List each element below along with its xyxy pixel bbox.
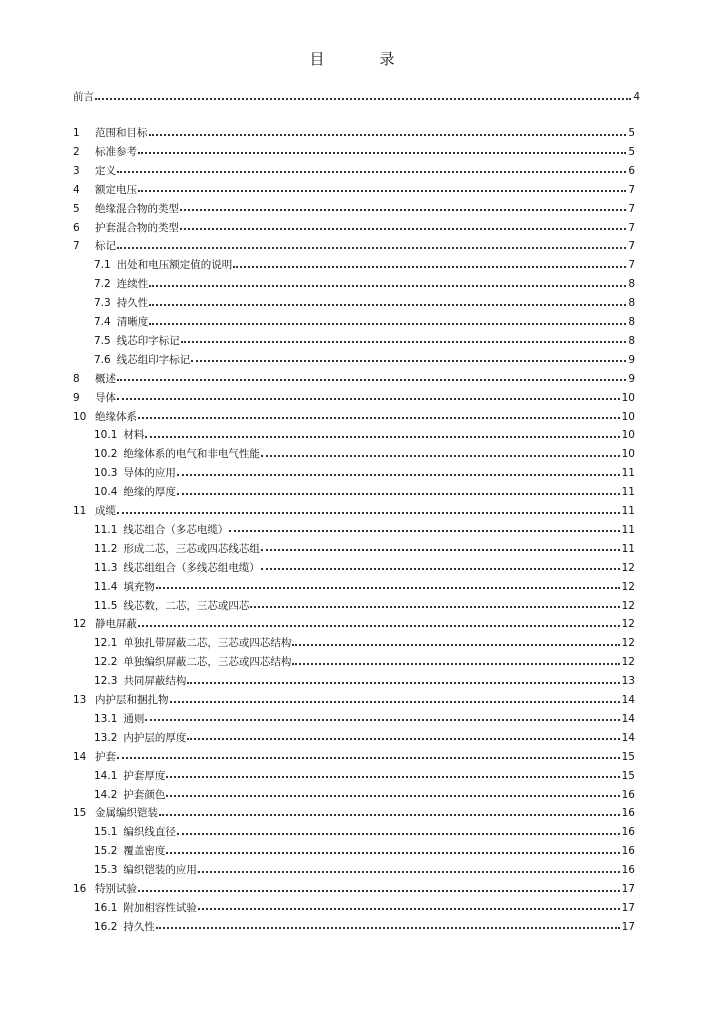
toc-entry-page: 12 — [621, 561, 635, 574]
toc-entry-page: 16 — [621, 826, 635, 839]
toc-entry-label: 内护层的厚度 — [123, 731, 187, 744]
toc-entry-page: 12 — [621, 637, 635, 650]
toc-entry-page: 9 — [628, 372, 635, 385]
toc-entry-label: 形成二芯，三芯或四芯线芯组 — [123, 542, 260, 555]
toc-entry[interactable] — [73, 389, 635, 407]
dot-leader — [181, 341, 627, 343]
toc-entry-page: 11 — [621, 467, 635, 480]
dot-leader — [138, 890, 620, 892]
toc-entry-number: 4 — [73, 183, 80, 196]
dot-leader — [170, 701, 620, 703]
toc-entry-label: 清晰度 — [116, 316, 149, 328]
page-title: 目 录 — [309, 50, 415, 68]
toc-entry-page: 16 — [621, 807, 635, 820]
toc-entry-page: 7 — [628, 183, 635, 196]
toc-entry-number: 6 — [73, 221, 80, 234]
toc-entry-number: 14 — [73, 750, 87, 763]
toc-entry-page: 11 — [621, 486, 635, 499]
toc-entry-page: 8 — [628, 334, 635, 347]
toc-entry-label: 绝缘的厚度 — [123, 486, 176, 499]
dot-leader — [250, 606, 619, 608]
toc-entry-number: 7 — [73, 240, 80, 253]
toc-entry-label: 材料 — [123, 429, 145, 442]
toc-entry-page: 8 — [628, 278, 635, 291]
toc-subentry[interactable] — [94, 861, 635, 879]
dot-leader — [198, 908, 620, 910]
toc-subentry[interactable] — [94, 842, 635, 860]
dot-leader — [180, 228, 626, 230]
toc-entry[interactable] — [73, 200, 635, 218]
dot-leader — [138, 190, 626, 192]
toc-entry-number: 7.4 — [94, 316, 111, 328]
dot-leader — [261, 455, 620, 457]
toc-entry-number: 12 — [73, 618, 87, 631]
dot-leader — [138, 417, 620, 419]
toc-entry[interactable] — [73, 237, 635, 255]
toc-entry-number: 11.2 — [94, 542, 118, 555]
toc-subentry[interactable] — [94, 786, 635, 804]
toc-subentry[interactable] — [94, 426, 635, 444]
toc-entry-label: 护套 — [95, 750, 116, 763]
toc-entry-number: 3 — [73, 164, 80, 177]
toc-entry-number: 11.3 — [94, 561, 118, 574]
toc-entry-page: 14 — [621, 731, 635, 744]
toc-entry-number: 15.2 — [94, 845, 118, 858]
toc-entry[interactable] — [73, 162, 635, 180]
toc-entry-label: 标准参考 — [95, 145, 137, 158]
toc-entry-label: 概述 — [95, 372, 116, 385]
toc-subentry[interactable] — [94, 294, 635, 312]
toc-entry-label: 线芯组组合（多线芯组电缆） — [123, 561, 260, 574]
toc-entry-page: 13 — [621, 675, 635, 688]
toc-entry-page: 15 — [621, 750, 635, 763]
toc-entry-number: 13.1 — [94, 712, 118, 725]
toc-entry-page: 12 — [621, 618, 635, 631]
toc-entry-number: 13.2 — [94, 731, 118, 744]
toc-entry-label: 附加相容性试验 — [123, 901, 197, 914]
toc-entry-page: 12 — [621, 656, 635, 669]
toc-entry-number: 2 — [73, 145, 80, 158]
dot-leader — [117, 379, 626, 381]
dot-leader — [117, 398, 620, 400]
toc-entry[interactable] — [73, 181, 635, 199]
toc-entry-page: 10 — [621, 391, 635, 404]
toc-entry-number: 7.2 — [94, 278, 111, 291]
dot-leader — [177, 474, 620, 476]
toc-entry-number: 7.1 — [94, 259, 111, 272]
toc-entry-label: 前言 — [73, 91, 94, 103]
toc-entry-page: 16 — [621, 788, 635, 801]
toc-entry-page: 7 — [628, 202, 635, 215]
toc-entry-number: 16.2 — [94, 920, 118, 933]
toc-entry-number: 10.1 — [94, 429, 118, 442]
toc-entry-label: 导体的应用 — [123, 467, 176, 480]
toc-subentry[interactable] — [94, 351, 635, 369]
dot-leader — [292, 663, 619, 665]
toc-entry-label: 护套颜色 — [123, 788, 166, 801]
toc-entry-label: 绝缘混合物的类型 — [95, 202, 179, 215]
toc-entry[interactable] — [73, 219, 635, 237]
toc-entry-label: 编织铠装的应用 — [123, 864, 197, 877]
toc-entry-label: 共同屏蔽结构 — [123, 675, 187, 688]
toc-subentry[interactable] — [94, 672, 635, 690]
toc-subentry[interactable] — [94, 899, 635, 917]
dot-leader — [261, 568, 620, 570]
dot-leader — [191, 360, 626, 362]
toc-entry-page: 8 — [628, 297, 635, 310]
toc-entry-number: 12.3 — [94, 675, 118, 688]
dot-leader — [138, 152, 626, 154]
toc-entry-label: 编织线直径 — [123, 826, 176, 839]
dot-leader — [117, 171, 626, 173]
toc-entry[interactable] — [73, 880, 635, 898]
dot-leader — [156, 587, 620, 589]
dot-leader — [117, 247, 626, 249]
toc-subentry[interactable] — [94, 634, 635, 652]
toc-subentry[interactable] — [94, 729, 635, 747]
toc-entry-number: 12.1 — [94, 637, 118, 650]
toc-entry-number: 11.4 — [94, 580, 118, 593]
toc-entry-number: 16.1 — [94, 901, 118, 914]
toc-entry-label: 持久性 — [123, 920, 155, 933]
toc-subentry[interactable] — [94, 332, 635, 350]
toc-entry[interactable] — [73, 804, 635, 822]
dot-leader — [117, 512, 620, 514]
toc-entry-number: 5 — [73, 202, 80, 215]
toc-entry-number: 7.6 — [94, 353, 111, 366]
toc-subentry[interactable] — [94, 313, 635, 331]
toc-entry-label: 定义 — [95, 164, 116, 177]
dot-leader — [156, 927, 620, 929]
toc-entry-page: 10 — [621, 429, 635, 442]
toc-entry-page: 5 — [628, 145, 635, 158]
dot-leader — [187, 738, 619, 740]
toc-entry-number: 8 — [73, 372, 80, 385]
toc-entry[interactable] — [73, 370, 635, 388]
toc-entry-number: 7.3 — [94, 297, 111, 310]
toc-entry-label: 填充物 — [123, 580, 155, 593]
dot-leader — [159, 814, 620, 816]
toc-entry-number: 10 — [73, 410, 87, 423]
toc-entry-label: 持久性 — [116, 297, 149, 310]
toc-entry-number: 10.3 — [94, 467, 118, 480]
dot-leader — [177, 833, 620, 835]
toc-entry-number: 14.2 — [94, 788, 118, 801]
toc-subentry[interactable] — [94, 275, 635, 293]
toc-entry-page: 7 — [628, 259, 635, 272]
toc-entry[interactable] — [73, 143, 635, 161]
dot-leader — [187, 682, 619, 684]
toc-entry[interactable] — [73, 615, 635, 633]
toc-entry-label: 静电屏蔽 — [95, 618, 137, 631]
toc-subentry[interactable] — [94, 918, 635, 936]
toc-entry-label: 范围和目标 — [95, 127, 148, 139]
toc-subentry[interactable] — [94, 823, 635, 841]
toc-subentry[interactable] — [94, 521, 635, 539]
toc-entry-label: 护套厚度 — [123, 769, 166, 782]
toc-entry-number: 16 — [73, 883, 87, 895]
dot-leader — [229, 530, 619, 532]
dot-leader — [166, 852, 619, 854]
toc-entry-number: 11.5 — [94, 599, 118, 612]
dot-leader — [149, 134, 627, 136]
toc-entry[interactable] — [73, 502, 635, 520]
dot-leader — [261, 549, 620, 551]
toc-entry-number: 15 — [73, 807, 87, 820]
toc-entry-page: 12 — [621, 580, 635, 593]
dot-leader — [138, 625, 620, 627]
toc-entry-label: 单独编织屏蔽二芯，三芯或四芯结构 — [123, 656, 292, 669]
toc-entry-page: 10 — [621, 410, 635, 423]
toc-entry[interactable] — [73, 748, 635, 766]
toc-entry-page: 8 — [628, 316, 635, 328]
toc-subentry[interactable] — [94, 483, 635, 501]
toc-entry-page: 11 — [621, 523, 635, 536]
dot-leader — [145, 436, 619, 438]
toc-entry-page: 9 — [628, 353, 635, 366]
toc-entry-label: 绝缘体系 — [95, 410, 137, 423]
toc-entry-number: 11.1 — [94, 523, 118, 536]
toc-entry-number: 14.1 — [94, 769, 118, 782]
toc-entry-page: 15 — [621, 769, 635, 782]
toc-entry[interactable] — [73, 408, 635, 426]
toc-entry-label: 线芯印字标记 — [116, 334, 180, 347]
toc-subentry[interactable] — [94, 540, 635, 558]
dot-leader — [95, 98, 631, 100]
toc-entry-page: 17 — [621, 901, 635, 914]
dot-leader — [198, 871, 620, 873]
toc-entry-page: 6 — [628, 164, 635, 177]
toc-entry-label: 覆盖密度 — [123, 845, 166, 858]
toc-entry-number: 15.1 — [94, 826, 118, 839]
toc-entry-label: 额定电压 — [95, 183, 137, 196]
toc-entry-number: 15.3 — [94, 864, 118, 877]
toc-entry-number: 9 — [73, 391, 80, 404]
dot-leader — [166, 795, 619, 797]
toc-subentry[interactable] — [94, 464, 635, 482]
toc-entry-page: 5 — [628, 127, 635, 139]
toc-entry-page: 7 — [628, 240, 635, 253]
dot-leader — [149, 285, 626, 287]
toc-entry-page: 14 — [621, 712, 635, 725]
toc-entry-label: 出处和电压额定值的说明 — [116, 259, 233, 272]
toc-entry-page: 17 — [621, 920, 635, 933]
toc-entry[interactable] — [73, 124, 635, 142]
toc-subentry[interactable] — [94, 578, 635, 596]
toc-entry-label: 线芯数，二芯，三芯或四芯 — [123, 599, 250, 612]
toc-entry-page: 12 — [621, 599, 635, 612]
toc-entry-number: 7.5 — [94, 334, 111, 347]
toc-entry-label: 金属编织铠装 — [95, 807, 158, 820]
dot-leader — [117, 757, 620, 759]
toc-entry-page: 4 — [633, 91, 640, 103]
toc-subentry[interactable] — [94, 256, 635, 274]
toc-entry-page: 14 — [621, 694, 635, 706]
toc-subentry[interactable] — [94, 653, 635, 671]
dot-leader — [180, 209, 626, 211]
toc-entry-label: 导体 — [95, 391, 116, 404]
toc-entry-page: 7 — [628, 221, 635, 234]
toc-entry-label: 内护层和捆扎物 — [95, 694, 169, 706]
dot-leader — [149, 323, 626, 325]
dot-leader — [233, 266, 626, 268]
toc-entry-label: 特别试验 — [95, 883, 137, 895]
toc-entry-number: 10.4 — [94, 486, 118, 499]
toc-entry-label: 单独扎带屏蔽二芯，三芯或四芯结构 — [123, 637, 292, 650]
toc-entry-label: 线芯组合（多芯电缆） — [123, 523, 229, 536]
toc-entry-label: 连续性 — [116, 278, 149, 291]
toc-entry-number: 11 — [73, 505, 87, 517]
toc-subentry[interactable] — [94, 767, 635, 785]
toc-entry-number: 13 — [73, 694, 87, 706]
toc-entry-page: 10 — [621, 448, 635, 461]
toc-entry-label: 护套混合物的类型 — [95, 221, 179, 234]
toc-subentry[interactable] — [94, 559, 635, 577]
toc-entry-page: 17 — [621, 883, 635, 895]
toc-entry-page: 16 — [621, 845, 635, 858]
dot-leader — [145, 719, 619, 721]
toc-entry-number: 10.2 — [94, 448, 118, 461]
dot-leader — [149, 304, 626, 306]
dot-leader — [177, 493, 620, 495]
dot-leader — [292, 644, 619, 646]
toc-entry[interactable] — [73, 691, 635, 709]
toc-entry-page: 11 — [621, 505, 635, 517]
toc-subentry[interactable] — [94, 445, 635, 463]
toc-entry-page: 11 — [621, 542, 635, 555]
toc-subentry[interactable] — [94, 710, 635, 728]
toc-entry-page: 16 — [621, 864, 635, 877]
toc-entry-label: 通则 — [123, 712, 145, 725]
toc-entry-label: 标记 — [95, 240, 116, 253]
dot-leader — [166, 776, 619, 778]
toc-entry-label: 绝缘体系的电气和非电气性能 — [123, 448, 260, 461]
toc-entry-number: 1 — [73, 127, 80, 139]
toc-entry-label: 成缆 — [95, 505, 116, 517]
toc-entry-preface[interactable] — [73, 88, 640, 106]
toc-subentry[interactable] — [94, 597, 635, 615]
toc-entry-label: 线芯组印字标记 — [116, 353, 191, 366]
toc-entry-number: 12.2 — [94, 656, 118, 669]
